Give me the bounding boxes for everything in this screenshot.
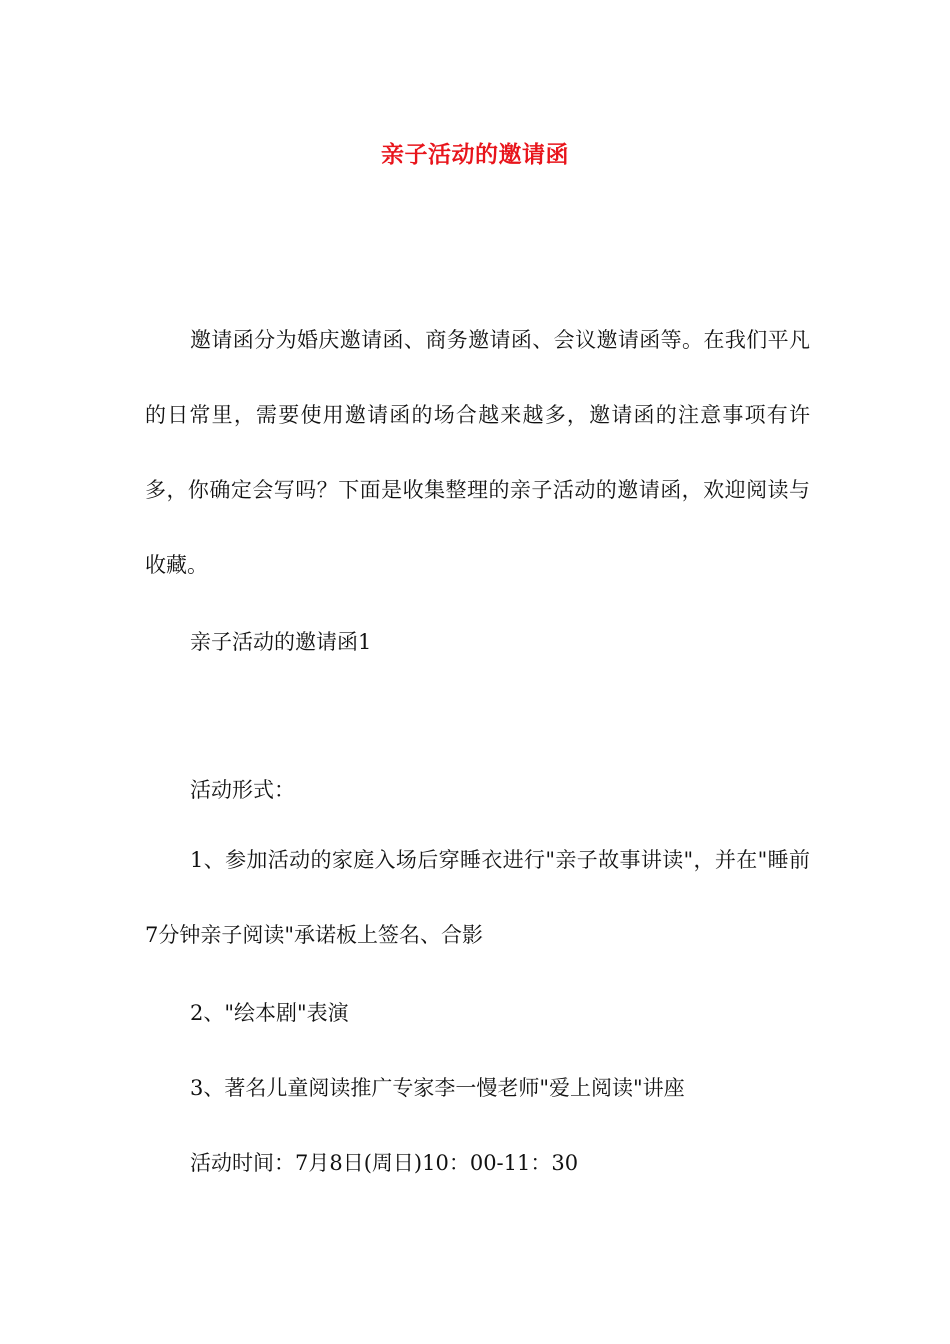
activity-item-3: 3、著名儿童阅读推广专家李一慢老师"爱上阅读"讲座 bbox=[190, 1076, 685, 1100]
activity-form-label: 活动形式： bbox=[190, 778, 295, 802]
intro-paragraph: 邀请函分为婚庆邀请函、商务邀请函、会议邀请函等。在我们平凡的日常里，需要使用邀请函的场合越来越多，邀请函的注意事项有许多，你确定会写吗？下面是收集整理的亲子活动的邀请函，欢迎阅读与收藏。 bbox=[145, 328, 810, 577]
activity-item-2: 2、"绘本剧"表演 bbox=[190, 1001, 349, 1025]
activity-time: 活动时间：7月8日(周日)10：00-11：30 bbox=[190, 1151, 579, 1175]
document-title: 亲子活动的邀请函 bbox=[381, 141, 569, 168]
activity-item-1: 1、参加活动的家庭入场后穿睡衣进行"亲子故事讲读"，并在"睡前7分钟亲子阅读"承诺板上签名、合影 bbox=[145, 848, 810, 947]
section-heading: 亲子活动的邀请函1 bbox=[190, 630, 372, 654]
